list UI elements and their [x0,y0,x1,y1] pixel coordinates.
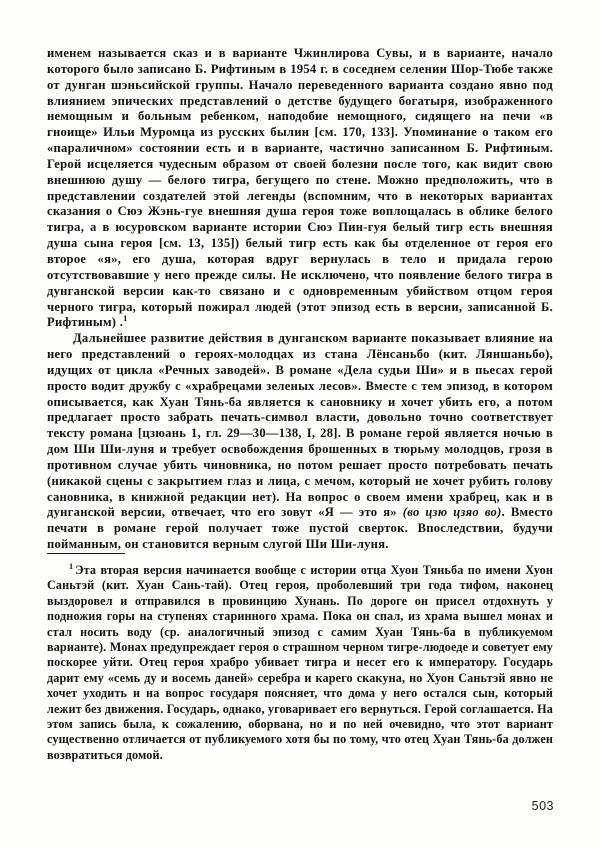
body-paragraph-1 [47,46,553,331]
footnote-number-marker: 1 [69,561,74,571]
paragraph-2-text-after-italic: . Вместо печати в романе герой получает тоже пустой сверток. Впоследствии, будучи пойманным, он становится верным слугой Ши Ши-луня. [47,505,553,552]
paragraph-2-italic-phrase: (во цзю цзяо во) [402,505,502,520]
main-text-block [47,46,553,553]
footnote-section [47,553,553,763]
footnote-body: Эта вторая версия начинается вообще с истории отца Хуон Тяньба по имени Хуон Саньтэй (кит. Хуан Сань-тай). Отец героя, проболевший три года тифом, наконец выздоровел и отправился в провинцию Хунань. По дороге он присел отдохнуть у подножия горы на ступенях старинного храма. Пока он спал, из храма вышел монах и стал носить воду (ср. аналогичный эпизод с самим Хуан Тянь-ба в публикуемом варианте). Монах предупреждает героя о страшном черном тигре-людоеде и советует ему поскорее уйти. Отец героя храбро убивает тигра и несет его к императору. Государь дарит ему «семь ду и восемь даней» серебра и карего скакуна, но Хуон Саньтэй явно не хочет уходить и на вопрос государя поясняет, что дома у него остался сын, который лежит без движения. Государь, однако, уговаривает его вернуться. Герой соглашается. На этом запись была, к сожалению, оборвана, но и по ней очевидно, что этот вариант существенно отличается от публикуемого хотя бы по тому, что отец Хуан Тянь-ба должен возвратиться домой. [47,563,553,762]
footnote-text [47,563,553,763]
paragraph-2-text-before-italic: Дальнейшее развитие действия в дунганском варианте показывает влияние на него представлений о героях-молодцах из стана Лёнсаньбо (кит. Ляншаньбо), идущих от цикла «Речных заводей». В романе «Дела судьи Ши» и в пьесах герой просто водит дружбу с «храбрецами зеленых лесов». Вместе с тем эпизод, в котором описывается, как Хуан Тянь-ба является к сановнику и хочет убить его, а потом предлагает просто забрать печать-символ власти, довольно точно соответствует тексту романа [цзюань 1, гл. 29—30—138, I, 28]. В романе герой является ночью в дом Ши Ши-луня и требует освобождения брошенных в тюрьму молодцов, грозя в противном случае убить чиновника, но потом решает просто потребовать печать (никакой сцены с закрытием глаз и лица, с мечом, который не хочет рубить голову сановника, в книжной редакции нет). На вопрос о своем имени храбрец, как и в дунганской версии, отвечает, что его зовут «Я — это я» [47,331,553,520]
footnote-reference-marker: 1 [123,313,128,324]
footnote-separator-rule [47,553,125,554]
paragraph-1-text: именем называется сказ и в варианте Чжинлирова Сувы, и в варианте, начало которого было записано Б. Рифтиным в 1954 г. в соседнем селении Шор-Тюбе также от дунган шэньсийской группы. Начало переведенного варианта создано явно под влиянием эпических представлений о детстве будущего богатыря, изображенного немощным и больным ребенком, наподобие немощного, сидящего на печи «в гноище» Ильи Муромца из русских былин [см. 170, 133]. Упоминание о таком его «параличном» состоянии есть и в варианте, частично записанном Б. Рифтиным. Герой исцеляется чудесным образом от своей болезни после того, как видит свою внешнюю душу — белого тигра, бегущего по стене. Можно предположить, что в представлении создателей этой легенды (вспомним, что в некоторых вариантах сказания о Сюэ Жэнь-гуе внешняя душа героя тоже воплощалась в облике белого тигра, а в юсуровском варианте истории Сюэ Пин-гуя белый тигр есть внешняя душа сына героя [см. 13, 135]) белый тигр есть как бы отделенное от героя его второе «я», его душа, которая вдруг вернулась в тело и придала герою отсутствовавшие у него прежде силы. Не исключено, что появление белого тигра в дунганской версии как-то связано и с одновременным убийством отцом героя черного тигра, который пожирал людей (этот эпизод есть в версии, записанной Б. Рифтиным) . [47,46,553,330]
body-paragraph-2 [47,331,553,553]
page-number: 503 [531,799,554,813]
